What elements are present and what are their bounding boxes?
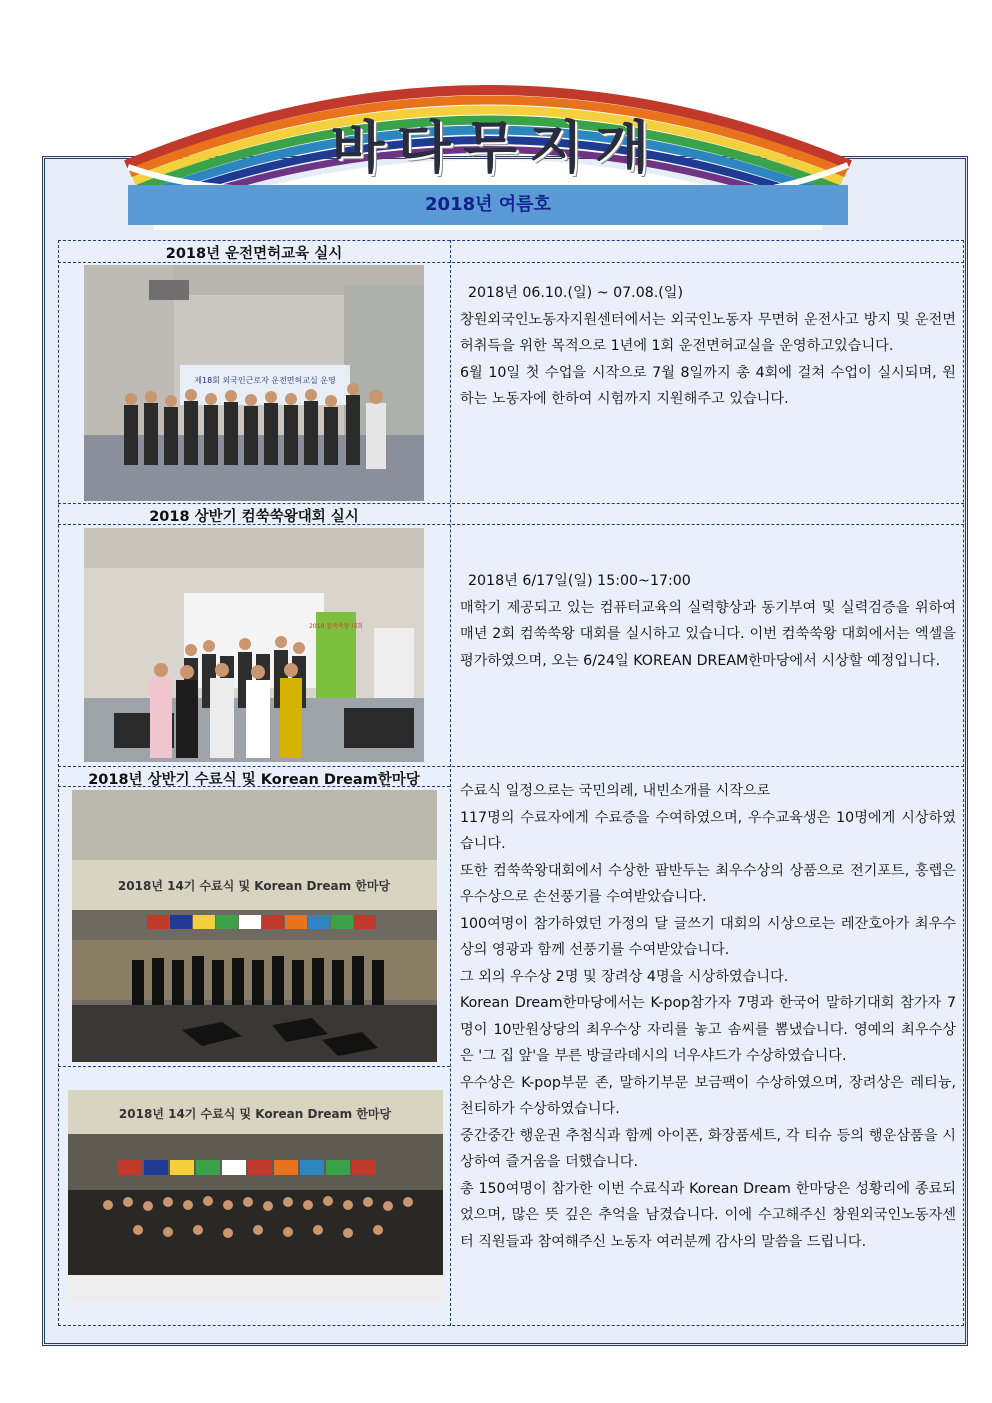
graduation-paragraph-1: 수료식 일정으로는 국민의례, 내빈소개를 시작으로 (460, 783, 771, 799)
graduation-paragraph-5: 그 외의 우수상 2명 및 장려상 4명을 시상하였습니다. (460, 968, 789, 985)
graduation-banner-text-1: 2018년 14기 수료식 및 Korean Dream 한마당 (117, 879, 391, 893)
graduation-banner-text-2: 2018년 14기 수료식 및 Korean Dream 한마당 (118, 1107, 392, 1121)
section-heading-computer: 2018 상반기 컴쑥쑥왕대회 실시 (149, 509, 359, 525)
graduation-paragraph-3: 또한 컴쑥쑥왕대회에서 수상한 팜반두는 최우수상의 상품으로 전기포트, 홍렙은 우수상으로 손선풍기를 수여받았습니다. (460, 862, 956, 905)
graduation-article (460, 778, 956, 1255)
issue-banner (128, 185, 848, 225)
graduation-stage-photo (72, 790, 437, 1062)
computer-paragraph-1: 매학기 제공되고 있는 컴퓨터교육의 실력향상과 동기부여 및 실력검증을 위하여 매년 2회 컴쑥쑥왕 대회를 실시하고 있습니다. 이번 컴쑥쑥왕 대회에서는 엑셀을 평가하였으며, 오는 6/24일 KOREAN DREAM한마당에서 시상할 예정입니다. (460, 599, 956, 669)
row-divider (58, 766, 964, 767)
graduation-paragraph-6: Korean Dream한마당에서는 K-pop참가자 7명과 한국어 말하기대회 참가자 7명이 10만원상당의 최우수상 자리를 놓고 솜씨를 뽐냈습니다. 영예의 최우수상은 '그 집 앞'을 부른 방글라데시의 너우샤드가 수상하였습니다. (460, 995, 956, 1064)
row-divider (58, 503, 964, 504)
graduation-paragraph-8: 중간중간 행운권 추첨식과 함께 아이폰, 화장품세트, 각 티슈 등의 행운삼품을 시상하여 즐거움을 더했습니다. (460, 1127, 956, 1170)
column-divider (450, 240, 451, 1326)
graduation-paragraph-2: 117명의 수료자에게 수료증을 수여하였으며, 우수교육생은 10명에게 시상하였습니다. (460, 809, 956, 852)
computer-article (460, 568, 956, 674)
driving-banner-text: 제18회 외국인근로자 운전면허교실 운영 (194, 376, 336, 385)
computer-banner-text: 2018 컴쑥쑥왕 대회 (309, 623, 363, 630)
driving-date: 2018년 06.10.(일) ~ 07.08.(일) (468, 285, 684, 301)
graduation-group-photo (68, 1090, 443, 1302)
driving-class-photo (84, 265, 424, 501)
newsletter-title: 바다무지개 (330, 116, 662, 181)
graduation-paragraph-4: 100여명이 참가하였던 가정의 달 글쓰기 대회의 시상으로는 레잔호아가 최우수상의 영광과 함께 선풍기를 수여받았습니다. (460, 915, 956, 958)
computer-date: 2018년 6/17일(일) 15:00~17:00 (468, 573, 691, 589)
computer-contest-photo (84, 528, 424, 762)
section-heading-graduation: 2018년 상반기 수료식 및 Korean Dream한마당 (88, 772, 420, 788)
driving-article (460, 280, 956, 413)
driving-paragraph-2: 6월 10일 첫 수업을 시작으로 7월 8일까지 총 4회에 걸쳐 수업이 실시되며, 원하는 노동자에 한하여 시험까지 지원해주고 있습니다. (460, 364, 956, 407)
driving-paragraph-1: 창원외국인노동자지원센터에서는 외국인노동자 무면허 운전사고 방지 및 운전면허취득을 위한 목적으로 1년에 1회 운전면허교실을 운영하고있습니다. (460, 311, 956, 354)
section-heading-driving: 2018년 운전면허교육 실시 (165, 246, 343, 262)
issue-label: 2018년 여름호 (425, 194, 551, 215)
graduation-paragraph-9: 총 150여명이 참가한 이번 수료식과 Korean Dream 한마당은 성황리에 종료되었으며, 많은 뜻 깊은 추억을 남겼습니다. 이에 수고해주신 창원외국인노동자센터 직원들과 참여해주신 노동자 여러분께 감사의 말씀을 드립니다. (460, 1180, 956, 1250)
row-divider (58, 1066, 450, 1067)
graduation-paragraph-7: 우수상은 K-pop부문 존, 말하기부문 보금팩이 수상하였으며, 장려상은 레티늉, 천티하가 수상하였습니다. (460, 1074, 956, 1117)
